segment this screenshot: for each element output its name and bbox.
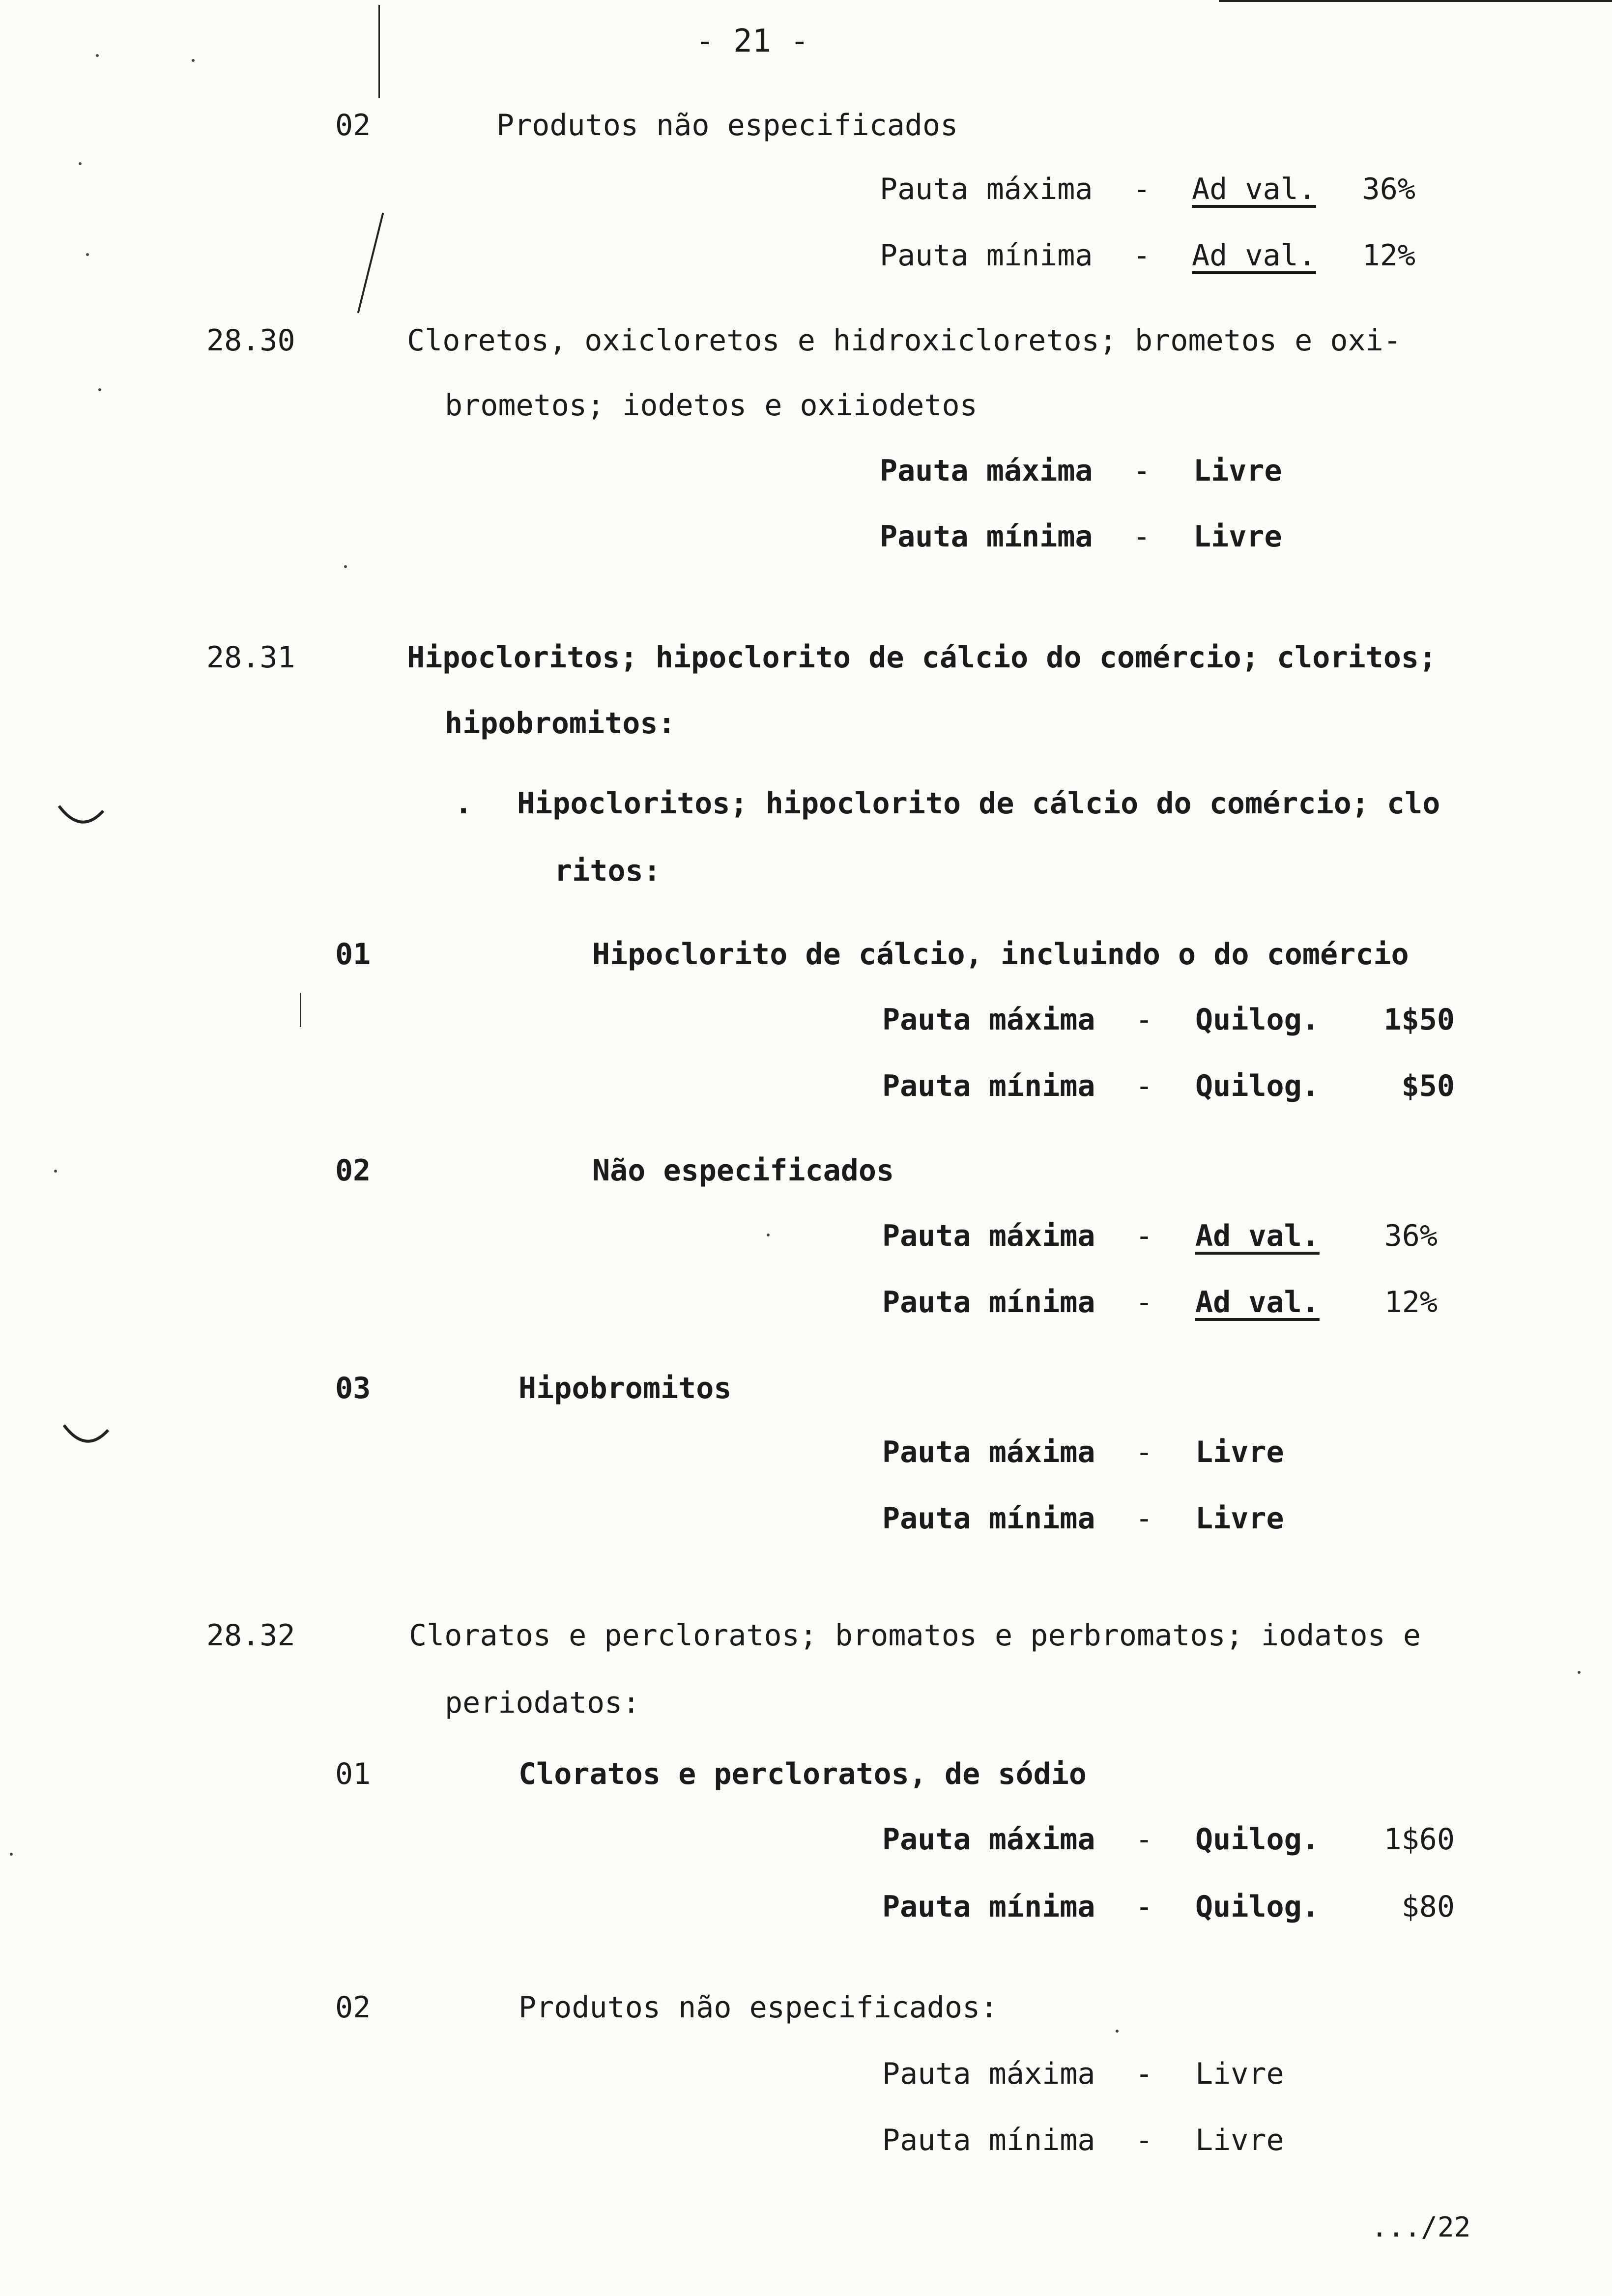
rate-value: 1$50 — [1383, 1003, 1455, 1037]
subcode: 02 — [335, 108, 371, 143]
top-edge-line — [1219, 0, 1612, 2]
max-rate-label: Pauta máxima — [882, 2057, 1095, 2091]
min-rate-label: Pauta mínima — [882, 1069, 1095, 1103]
rate-free: Livre — [1193, 519, 1282, 554]
heading-text-line1: Cloretos, oxicloretos e hidroxicloretos; brometos e oxi- — [407, 323, 1401, 358]
punch-hole-mark — [54, 801, 108, 840]
min-rate-label: Pauta mínima — [882, 1501, 1095, 1536]
rate-unit: Ad val. — [1192, 238, 1316, 273]
min-rate-label: Pauta mínima — [880, 519, 1093, 554]
next-page-marker: .../22 — [1371, 2211, 1471, 2243]
subcode: 03 — [335, 1371, 371, 1406]
group-text-line2: ritos: — [554, 854, 661, 888]
rate-value: 1$60 — [1383, 1822, 1455, 1857]
rate-unit: Ad val. — [1192, 172, 1316, 206]
speck — [192, 59, 195, 62]
max-rate-label: Pauta máxima — [880, 172, 1093, 206]
speck — [1116, 2030, 1119, 2033]
rate-unit: Quilog. — [1195, 1069, 1320, 1103]
heading-text-line2: hipobromitos: — [445, 706, 676, 741]
item-description: Não especificados — [592, 1153, 894, 1188]
speck — [79, 162, 82, 165]
speck — [1578, 1671, 1581, 1674]
page-number: - 21 - — [695, 23, 809, 59]
max-rate-label: Pauta máxima — [882, 1219, 1095, 1253]
heading-text-line2: brometos; iodetos e oxiiodetos — [445, 388, 978, 423]
rate-free: Livre — [1195, 2057, 1284, 2091]
heading-code: 28.32 — [206, 1618, 295, 1653]
item-description: Cloratos e percloratos, de sódio — [518, 1757, 1087, 1791]
min-rate-label: Pauta mínima — [882, 1890, 1095, 1924]
group-text-line1: Hipocloritos; hipoclorito de cálcio do comércio; clo — [517, 786, 1440, 821]
subcode: 01 — [335, 937, 371, 972]
heading-text-line2: periodatos: — [445, 1686, 640, 1720]
heading-text-line1: Hipocloritos; hipoclorito de cálcio do comércio; cloritos; — [407, 640, 1437, 675]
subcode: 01 — [335, 1757, 371, 1791]
rate-dash: - — [1135, 2057, 1153, 2091]
rate-free: Livre — [1195, 2123, 1284, 2157]
speck — [767, 1234, 770, 1236]
rate-unit: Ad val. — [1195, 1219, 1320, 1253]
group-marker: . — [455, 786, 473, 821]
subcode: 02 — [335, 1990, 371, 2025]
rate-dash: - — [1133, 519, 1151, 554]
rate-dash: - — [1135, 1501, 1153, 1536]
min-rate-label: Pauta mínima — [880, 238, 1093, 273]
rate-dash: - — [1135, 2123, 1153, 2157]
max-rate-label: Pauta máxima — [882, 1003, 1095, 1037]
item-description: Produtos não especificados — [496, 108, 958, 143]
max-rate-label: Pauta máxima — [882, 1435, 1095, 1469]
rate-dash: - — [1135, 1822, 1153, 1857]
rate-dash: - — [1133, 172, 1151, 206]
heading-code: 28.31 — [206, 640, 295, 675]
max-rate-label: Pauta máxima — [880, 454, 1093, 488]
rate-unit: Ad val. — [1195, 1285, 1320, 1320]
rate-value: $80 — [1401, 1890, 1455, 1924]
rate-unit: Quilog. — [1195, 1890, 1320, 1924]
speck — [54, 1170, 57, 1173]
min-rate-label: Pauta mínima — [882, 2123, 1095, 2157]
rate-dash: - — [1133, 454, 1151, 488]
item-description: Produtos não especificados: — [518, 1990, 998, 2025]
heading-text-line1: Cloratos e percloratos; bromatos e perbromatos; iodatos e — [409, 1618, 1421, 1653]
max-rate-label: Pauta máxima — [882, 1822, 1095, 1857]
rate-free: Livre — [1195, 1501, 1284, 1536]
rate-free: Livre — [1195, 1435, 1284, 1469]
rate-dash: - — [1133, 238, 1151, 273]
heading-code: 28.30 — [206, 323, 295, 358]
rate-value: 12% — [1362, 238, 1415, 273]
rate-free: Livre — [1193, 454, 1282, 488]
min-rate-label: Pauta mínima — [882, 1285, 1095, 1320]
rate-value: 36% — [1362, 172, 1415, 206]
rate-value: 36% — [1384, 1219, 1438, 1253]
item-description: Hipobromitos — [518, 1371, 732, 1406]
punch-hole-mark — [59, 1420, 113, 1460]
rate-unit: Quilog. — [1195, 1003, 1320, 1037]
rate-dash: - — [1135, 1890, 1153, 1924]
rate-unit: Quilog. — [1195, 1822, 1320, 1857]
rate-value: 12% — [1384, 1285, 1438, 1320]
subcode: 02 — [335, 1153, 371, 1188]
margin-stroke — [300, 993, 301, 1027]
rate-dash: - — [1135, 1285, 1153, 1320]
speck — [344, 565, 347, 568]
rate-value: $50 — [1401, 1069, 1455, 1103]
rate-dash: - — [1135, 1219, 1153, 1253]
speck — [86, 253, 89, 256]
rate-dash: - — [1135, 1069, 1153, 1103]
speck — [10, 1853, 13, 1856]
margin-stroke — [378, 5, 380, 98]
margin-stroke — [357, 213, 384, 314]
rate-dash: - — [1135, 1435, 1153, 1469]
rate-dash: - — [1135, 1003, 1153, 1037]
item-description: Hipoclorito de cálcio, incluindo o do comércio — [592, 937, 1409, 972]
speck — [98, 388, 101, 391]
speck — [96, 54, 99, 57]
